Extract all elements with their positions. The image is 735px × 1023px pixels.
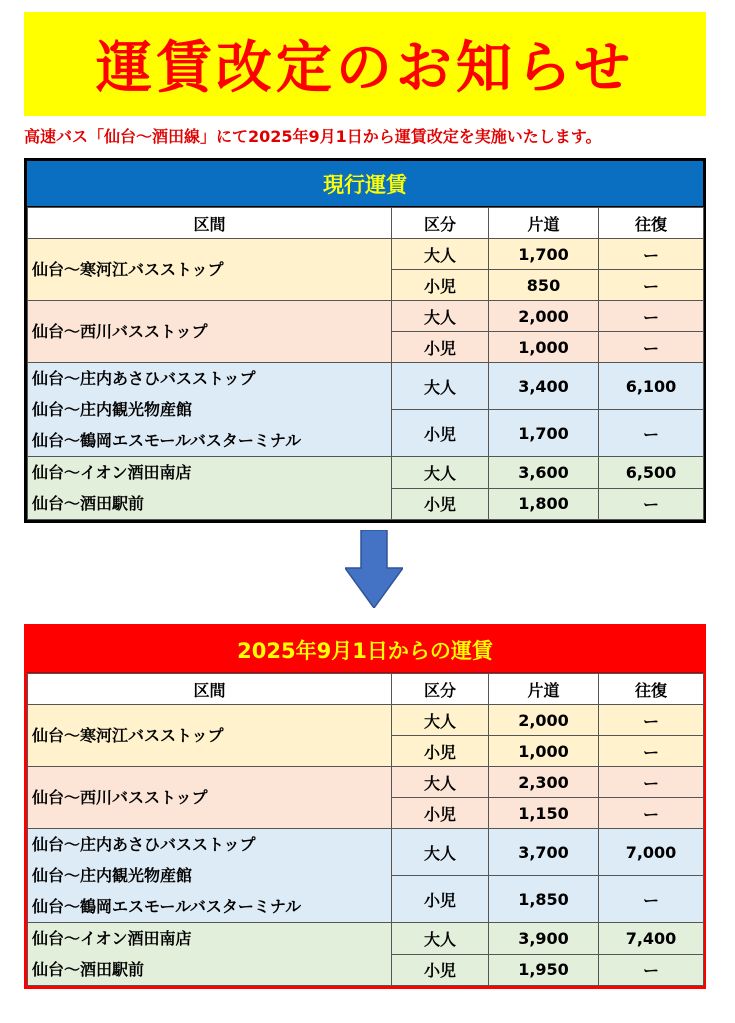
title-banner (24, 12, 706, 116)
route-name: 仙台～庄内観光物産館 (32, 400, 193, 419)
category-cell: 大人 (392, 363, 489, 410)
header-oneway: 片道 (489, 208, 599, 239)
header-route: 区間 (28, 674, 392, 705)
route-name: 仙台～イオン酒田南店 (32, 463, 192, 482)
category-cell: 小児 (392, 876, 489, 923)
route-name: 仙台～イオン酒田南店 (32, 929, 192, 948)
table-row (28, 239, 704, 270)
roundtrip-cell: ー (599, 705, 704, 736)
oneway-cell: 1,000 (489, 736, 599, 767)
oneway-cell: 2,000 (489, 301, 599, 332)
page-title: 運賃改定のお知らせ (95, 36, 635, 101)
roundtrip-cell: ー (599, 767, 704, 798)
header-oneway: 片道 (489, 674, 599, 705)
table-row (28, 829, 704, 876)
route-name: 仙台～鶴岡エスモールバスターミナル (32, 897, 302, 916)
route-cell (28, 239, 392, 301)
notice-text: 高速バス「仙台～酒田線」にて2025年9月1日から運賃改定を実施いたします。 (24, 127, 602, 146)
header-route: 区間 (28, 208, 392, 239)
route-cell (28, 829, 392, 923)
route-name: 仙台～鶴岡エスモールバスターミナル (32, 431, 302, 450)
route-name: 仙台～西川バスストップ (32, 322, 208, 341)
table-row (28, 767, 704, 798)
oneway-cell: 2,300 (489, 767, 599, 798)
route-cell (28, 363, 392, 457)
new-fare-grid (27, 673, 704, 986)
route-cell (28, 767, 392, 829)
oneway-cell: 3,600 (489, 457, 599, 489)
route-cell (28, 301, 392, 363)
table-row (28, 705, 704, 736)
header-category: 区分 (392, 208, 489, 239)
roundtrip-cell: ー (599, 736, 704, 767)
down-arrow-icon (345, 530, 403, 608)
roundtrip-cell: ー (599, 239, 704, 270)
roundtrip-cell: ー (599, 410, 704, 457)
category-cell: 小児 (392, 410, 489, 457)
oneway-cell: 1,700 (489, 410, 599, 457)
new-fare-table (24, 624, 706, 989)
route-cell (28, 705, 392, 767)
route-name: 仙台～酒田駅前 (32, 494, 145, 513)
route-name: 仙台～西川バスストップ (32, 788, 208, 807)
roundtrip-cell: ー (599, 332, 704, 363)
table-row (28, 301, 704, 332)
category-cell: 大人 (392, 767, 489, 798)
category-cell: 小児 (392, 736, 489, 767)
category-cell: 大人 (392, 705, 489, 736)
roundtrip-cell: ー (599, 270, 704, 301)
category-cell: 大人 (392, 457, 489, 489)
category-cell: 大人 (392, 829, 489, 876)
category-cell: 大人 (392, 923, 489, 955)
roundtrip-cell: ー (599, 488, 704, 520)
roundtrip-cell: 6,500 (599, 457, 704, 489)
category-cell: 大人 (392, 301, 489, 332)
oneway-cell: 850 (489, 270, 599, 301)
header-roundtrip: 往復 (599, 208, 704, 239)
route-cell (28, 457, 392, 520)
table-row (28, 363, 704, 410)
roundtrip-cell: 6,100 (599, 363, 704, 410)
oneway-cell: 1,700 (489, 239, 599, 270)
header-roundtrip: 往復 (599, 674, 704, 705)
roundtrip-cell: 7,000 (599, 829, 704, 876)
route-name: 仙台～庄内あさひバスストップ (32, 369, 256, 388)
roundtrip-cell: ー (599, 954, 704, 986)
roundtrip-cell: ー (599, 301, 704, 332)
oneway-cell: 2,000 (489, 705, 599, 736)
current-fare-table (24, 158, 706, 523)
current-fare-body (28, 239, 704, 520)
category-cell: 小児 (392, 798, 489, 829)
table-row (28, 923, 704, 955)
category-cell: 大人 (392, 239, 489, 270)
route-name: 仙台～酒田駅前 (32, 960, 145, 979)
new-fare-title: 2025年9月1日からの運賃 (27, 627, 703, 673)
current-fare-title: 現行運賃 (27, 161, 703, 207)
route-name: 仙台～庄内観光物産館 (32, 866, 193, 885)
oneway-cell: 3,400 (489, 363, 599, 410)
oneway-cell: 1,950 (489, 954, 599, 986)
oneway-cell: 1,150 (489, 798, 599, 829)
oneway-cell: 1,800 (489, 488, 599, 520)
roundtrip-cell: 7,400 (599, 923, 704, 955)
route-name: 仙台～庄内あさひバスストップ (32, 835, 256, 854)
route-cell (28, 923, 392, 986)
oneway-cell: 1,850 (489, 876, 599, 923)
new-fare-body (28, 705, 704, 986)
table-row (28, 457, 704, 489)
oneway-cell: 3,700 (489, 829, 599, 876)
roundtrip-cell: ー (599, 876, 704, 923)
roundtrip-cell: ー (599, 798, 704, 829)
route-name: 仙台～寒河江バスストップ (32, 726, 224, 745)
route-name: 仙台～寒河江バスストップ (32, 260, 224, 279)
oneway-cell: 1,000 (489, 332, 599, 363)
category-cell: 小児 (392, 954, 489, 986)
category-cell: 小児 (392, 488, 489, 520)
category-cell: 小児 (392, 270, 489, 301)
category-cell: 小児 (392, 332, 489, 363)
oneway-cell: 3,900 (489, 923, 599, 955)
header-category: 区分 (392, 674, 489, 705)
current-fare-grid (27, 207, 704, 520)
